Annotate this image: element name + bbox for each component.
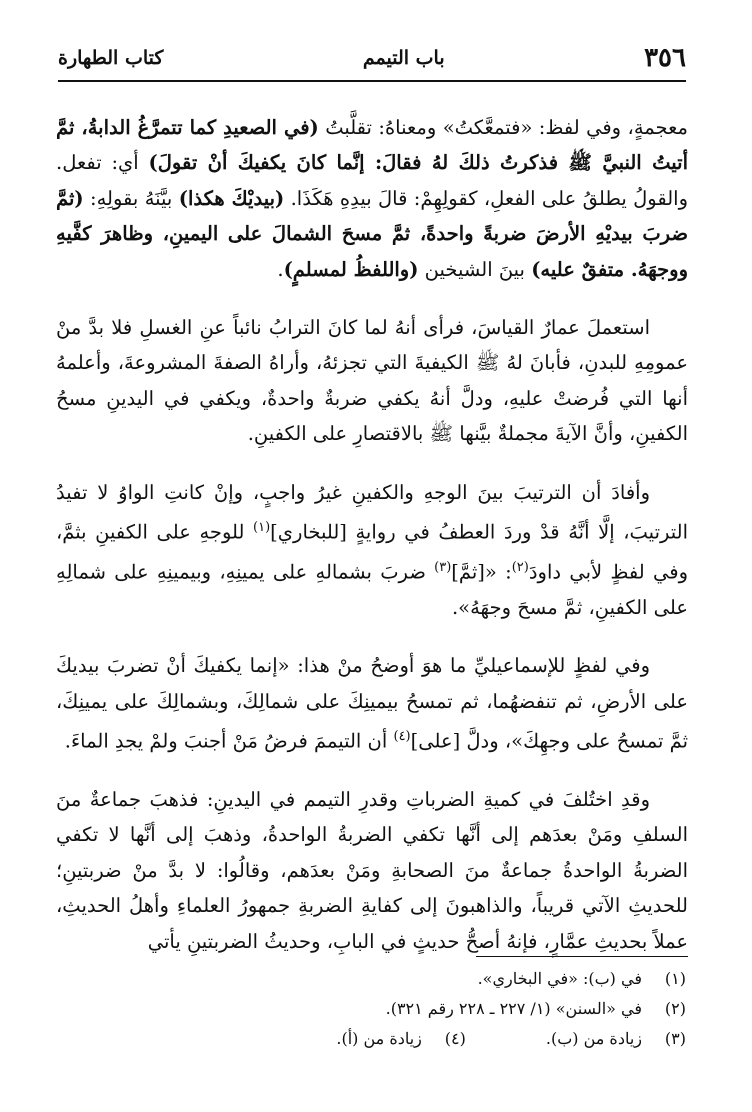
footnote-text: في «السنن» (١/ ٢٢٧ ـ ٢٢٨ رقم ٣٢١). xyxy=(385,999,642,1018)
main-text xyxy=(56,110,688,982)
footnote-text: في (ب): «في البخاري». xyxy=(477,969,642,988)
commentary-text: أي: تفعل. والقولُ يطلقُ على الفعلِ، كقولِهِمْ: قالَ بيدِهِ هَكَذَا. xyxy=(56,151,689,210)
footnote-number: (٤) xyxy=(444,1029,466,1048)
hadith-text: (بيديْكَ هكذا) xyxy=(178,186,285,210)
paragraph xyxy=(56,782,688,959)
footnote-1 xyxy=(56,964,686,994)
hadith-text: (واللفظُ لمسلمٍ) xyxy=(283,257,419,281)
page-header xyxy=(58,36,686,82)
footnote-marker: (٢) xyxy=(511,559,529,575)
commentary-text: : «[ثمَّ] xyxy=(451,560,512,584)
paragraph xyxy=(56,475,688,626)
commentary-text: . xyxy=(277,257,284,281)
paragraph xyxy=(56,310,688,452)
commentary-text: وأفادَ أن الترتيبَ بينَ الوجهِ والكفينِ غيرُ واجبٍ، وإنْ كانتِ الواوُ لا تفيدُ الترتيبَ، إلَّا أنَّهُ قدْ وردَ العطفُ في روايةٍ [للبخاري] xyxy=(56,480,688,544)
footnote-2 xyxy=(56,994,686,1024)
footnote-marker: (٣) xyxy=(434,559,452,575)
commentary-text: بيَّنَهُ بقولِهِ: xyxy=(83,186,179,210)
page-number: ٣٥٦ xyxy=(644,43,686,73)
commentary-text: أن التيممَ فرضُ مَنْ أجنبَ ولمْ يجدِ الماءَ. xyxy=(64,729,394,753)
footnote-number: (١) xyxy=(664,969,686,988)
commentary-text: ضربَ بشمالهِ على يمينِهِ، وبيمينِهِ على شمالِهِ على الكفينِ، ثمَّ مسحَ وجهَهُ». xyxy=(56,560,688,619)
footnote-text: زيادة من (أ). xyxy=(336,1029,422,1048)
book-title: كتاب الطهارة xyxy=(58,47,164,69)
footnote-row xyxy=(56,1024,686,1054)
footnote-4 xyxy=(336,1024,466,1054)
paragraph xyxy=(56,648,688,759)
chapter-title: باب التيمم xyxy=(362,47,445,69)
footnotes xyxy=(56,964,686,1054)
commentary-text: وقدِ اختُلفَ في كميةِ الضرباتِ وقدرِ التيمم في اليدينِ: فذهبَ جماعةٌ منَ السلفِ ومَنْ بعدَهم إلى أنَّها تكفي الضربةُ الواحدةُ، وذهبَ إلى أنَّها لا تكفي الضربةُ الواحدةُ جماعةٌ منَ الصحابةِ ومَنْ بعدَهم، وقالُوا: لا بدَّ منْ ضربتينِ؛ للحديثِ الآتي قريباً، والذاهبونَ إلى كفايةِ الضربةِ جمهورُ العلماءِ وأهلُ الحديثِ، عملاً بحديثِ عمَّارٍ، فإنهُ أصحُّ حديثٍ في البابِ، وحديثُ الضربتينِ يأتي xyxy=(56,788,688,953)
hadith-text: (في الصعيدِ كما تتمرَّغُ الدابةُ، ثمَّ أتيتُ النبيَّ ﷺ فذكرتُ ذلكَ لهُ فقالَ: إنَّما كانَ يكفيكَ أنْ تقولَ) xyxy=(56,116,688,175)
footnote-3 xyxy=(546,1024,686,1054)
paragraph xyxy=(56,110,688,287)
commentary-text: للوجهِ على الكفينِ بثمَّ، وفي لفظٍ لأبي داودَ xyxy=(56,520,688,584)
commentary-text: بينَ الشيخين xyxy=(418,257,532,281)
footnote-number: (٢) xyxy=(664,999,686,1018)
hadith-text: (ثمَّ ضربَ بيديْهِ الأرضَ ضربةً واحدةً، ثمَّ مسحَ الشمالَ على اليمينِ، وظاهرَ كفَّيهِ ووجهَهُ. متفقٌ عليه) xyxy=(56,186,688,281)
footnote-number: (٣) xyxy=(664,1029,686,1048)
footnote-marker: (١) xyxy=(253,520,271,536)
commentary-text: معجمةٍ، وفي لفظ: «فتمعَّكتُ» ومعناهُ: تقلَّبتُ xyxy=(318,116,688,139)
commentary-text: وفي لفظٍ للإسماعيليِّ ما هوَ أوضحُ منْ هذا: «إنما يكفيكَ أنْ تضربَ بيديكَ على الأرضِ، ثم تنفضهُما، ثم تمسحُ بيمينِكَ على شمالِكَ، وبشمالِكَ على يمينِكَ، ثمَّ تمسحُ على وجهِكَ»، ودلَّ [على] xyxy=(56,654,688,753)
footnote-separator xyxy=(476,956,688,957)
footnote-text: زيادة من (ب). xyxy=(545,1029,642,1048)
commentary-text: استعملَ عمارٌ القياسَ، فرأى أنهُ لما كانَ الترابُ نائباً عنِ الغسلِ فلا بدَّ منْ عمومِهِ للبدنِ، فأبانَ لهُ ﷺ الكيفيةَ التي تجزئهُ، وأراهُ الصفةَ المشروعةَ، وأعلمهُ أنها التي فُرضتْ عليهِ، ودلَّ أنهُ يكفي ضربةٌ واحدةٌ، ويكفي في اليدينِ مسحُ الكفينِ، وأنَّ الآيةَ مجملةٌ بيَّنها ﷺ بالاقتصارِ على الكفينِ. xyxy=(56,316,688,446)
footnote-marker: (٤) xyxy=(393,729,411,745)
